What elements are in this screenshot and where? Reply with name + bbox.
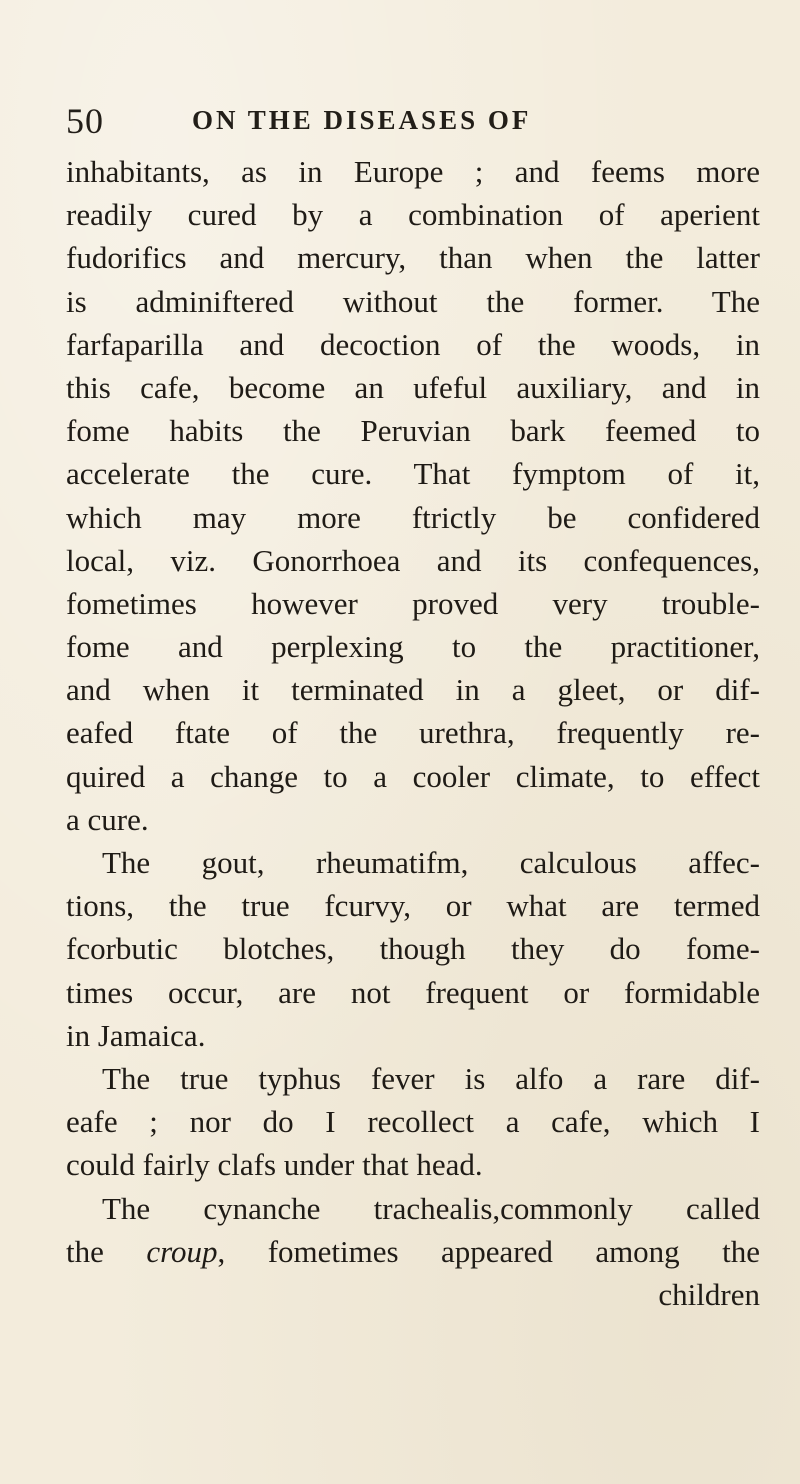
running-title: ON THE DISEASES OF [192,105,532,135]
text-line: fometimes however proved very trouble- [66,585,760,621]
text-line-with-italic [66,1230,760,1273]
text-line: The cynanche trachealis,commonly called [102,1190,760,1226]
text-line: fome habits the Peruvian bark feemed to [66,413,760,449]
text-line: The gout, rheumatifm, calculous affec- [102,845,760,880]
text-line: fcorbutic blotches, though they do fome- [66,931,760,967]
text-line: inhabitants, as in Europe ; and feems more [66,154,760,189]
running-head [66,96,666,144]
text-line: readily cured by a combination of aperient [66,197,760,233]
text-line: fudorifics and mercury, than when the latter [66,240,760,276]
text-line: The true typhus fever is alfo a rare dif- [102,1060,760,1096]
body-text [66,150,760,1316]
text-line: quired a change to a cooler climate, to effect [66,758,760,794]
page-number: 50 [66,101,104,141]
text-line: accelerate the cure. That fymptom of it, [66,456,760,492]
text-line: is adminiftered without the former. The [66,283,760,319]
text-line: tions, the true fcurvy, or what are termed [66,888,760,924]
text-fragment: , fometimes appeared among the [217,1233,761,1269]
text-line: a cure. [66,801,149,837]
catchword: children [658,1276,760,1312]
text-line: in Jamaica. [66,1017,206,1053]
text-fragment: the [66,1233,147,1269]
text-line: and when it terminated in a gleet, or dif- [66,672,760,708]
italic-word: croup [146,1233,218,1269]
text-line: farfaparilla and decoction of the woods, in [66,326,760,362]
text-line: which may more ftrictly be confidered [66,499,760,535]
text-line: eafed ftate of the urethra, frequently re- [66,715,760,751]
text-line: local, viz. Gonorrhoea and its confequences, [66,542,760,578]
text-line: could fairly clafs under that head. [66,1147,483,1183]
text-line: fome and perplexing to the practitioner, [66,629,760,665]
text-line: eafe ; nor do I recollect a cafe, which I [66,1104,760,1140]
text-line: times occur, are not frequent or formidable [66,974,760,1010]
text-line: this cafe, become an ufeful auxiliary, and in [66,369,760,405]
